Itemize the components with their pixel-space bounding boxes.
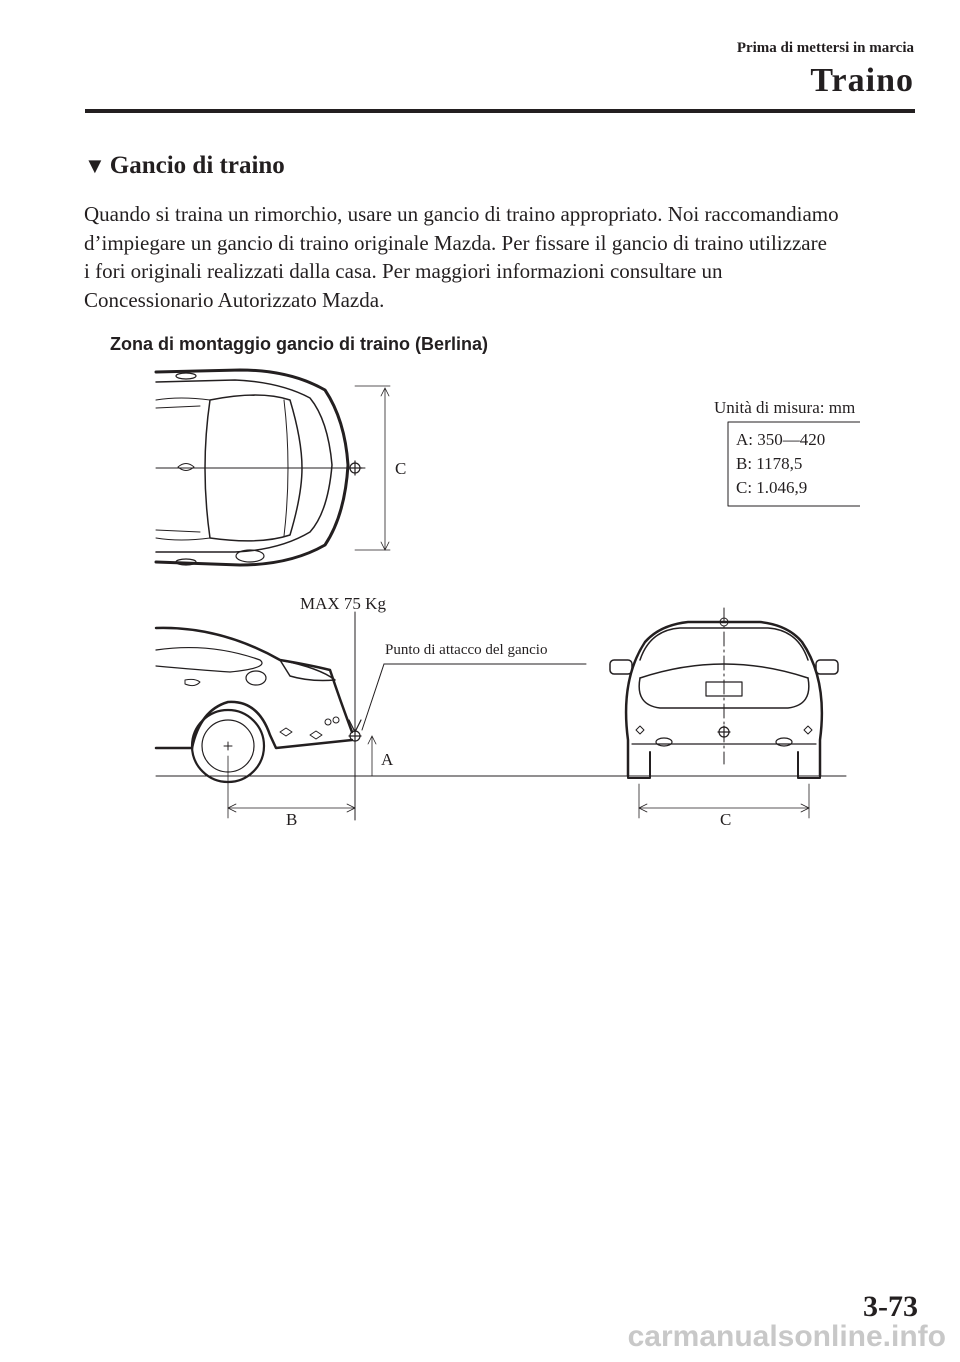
attach-point-label: Punto di attacco del gancio xyxy=(385,642,548,658)
body-paragraph xyxy=(84,200,924,314)
dimension-b: B: 1178,5 xyxy=(736,454,803,473)
body-line: Concessionario Autorizzato Mazda. xyxy=(84,287,385,312)
car-top-view xyxy=(156,370,390,565)
watermark: carmanualsonline.info xyxy=(627,1320,946,1353)
label-c-rear: C xyxy=(720,810,732,829)
section-title: Traino xyxy=(810,62,914,99)
chapter-title: Prima di mettersi in marcia xyxy=(736,40,914,56)
label-b: B xyxy=(286,810,298,829)
units-label: Unità di misura: mm xyxy=(714,398,856,417)
tow-hitch-diagram xyxy=(140,360,860,840)
dimension-a: A: 350—420 xyxy=(736,430,826,449)
subsection-heading xyxy=(84,152,285,180)
figure-caption: Zona di montaggio gancio di traino (Berlina) xyxy=(110,334,488,354)
body-line: i fori originali realizzati dalla casa. Per maggiori informazioni consultare un xyxy=(84,259,723,283)
label-a: A xyxy=(381,750,394,769)
dimension-c: C: 1.046,9 xyxy=(736,478,808,497)
body-line: Quando si traina un rimorchio, usare un gancio di traino appropriato. Noi raccomandiamo xyxy=(84,202,839,226)
body-line: d’impiegare un gancio di traino originale Mazda. Per fissare il gancio di traino utilizzare xyxy=(84,230,827,255)
triangle-marker-icon: ▼ xyxy=(84,153,106,178)
car-rear-view xyxy=(610,608,838,818)
page-number: 3-73 xyxy=(863,1290,918,1323)
max-load-label: MAX 75 Kg xyxy=(300,594,386,613)
subsection-title: Gancio di traino xyxy=(109,152,285,179)
label-c-top: C xyxy=(395,459,407,478)
header-rule xyxy=(85,109,915,113)
